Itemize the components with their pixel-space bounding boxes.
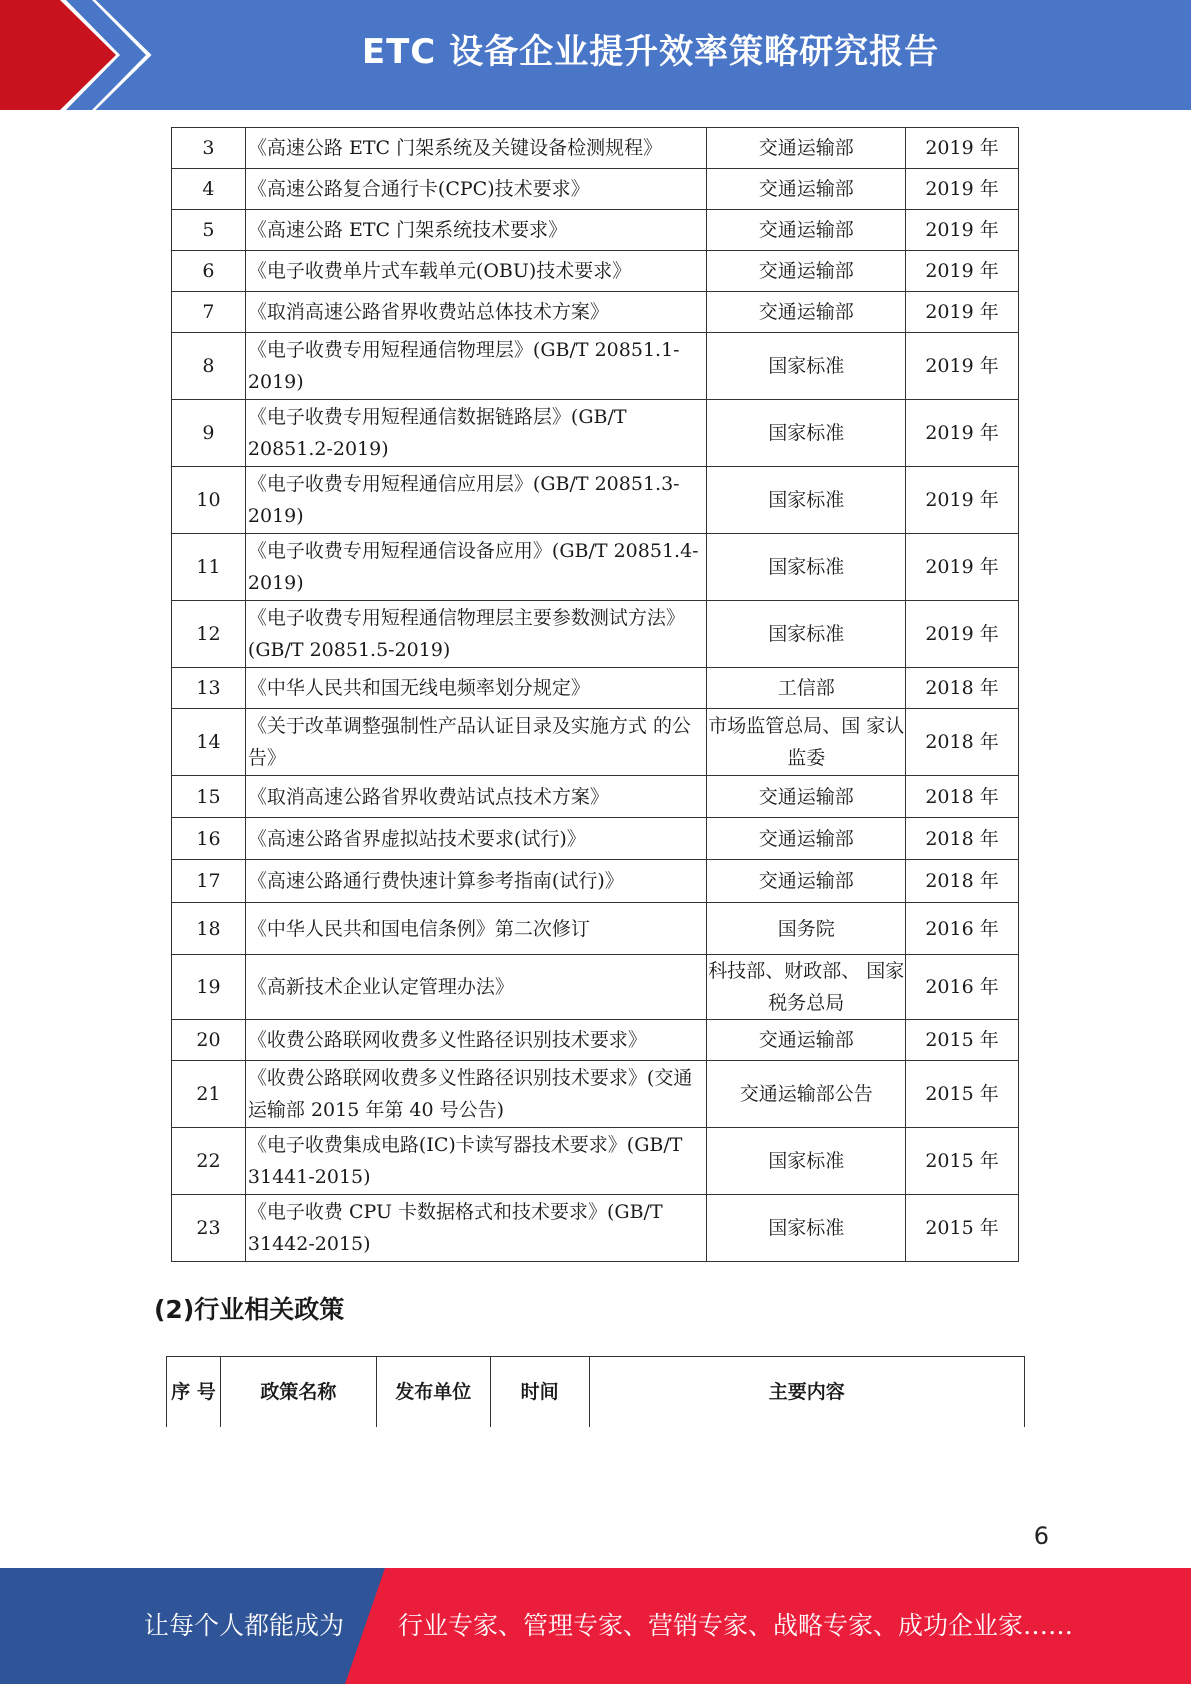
year-cell: 2015 年 bbox=[906, 1020, 1019, 1061]
issuer-cell: 国家标准 bbox=[707, 333, 906, 400]
issuer-cell: 市场监管总局、国 家认监委 bbox=[707, 709, 906, 776]
footer-slogan-left: 让每个人都能成为 bbox=[144, 1611, 345, 1640]
policy-name-cell: 《电子收费专用短程通信应用层》(GB/T 20851.3-2019) bbox=[245, 467, 706, 534]
table-row bbox=[172, 903, 1019, 955]
policy-name-cell: 《高速公路 ETC 门架系统及关键设备检测规程》 bbox=[245, 128, 706, 169]
row-number-cell: 12 bbox=[172, 601, 246, 668]
issuer-cell: 国家标准 bbox=[707, 601, 906, 668]
table-row bbox=[172, 128, 1019, 169]
table-row bbox=[172, 601, 1019, 668]
report-title: ETC 设备企业提升效率策略研究报告 bbox=[361, 32, 940, 72]
policy-name-cell: 《高速公路通行费快速计算参考指南(试行)》 bbox=[245, 860, 706, 903]
row-number-cell: 7 bbox=[172, 292, 246, 333]
issuer-cell: 交通运输部公告 bbox=[707, 1061, 906, 1128]
row-number-cell: 4 bbox=[172, 169, 246, 210]
row-number-cell: 22 bbox=[172, 1128, 246, 1195]
row-number-cell: 16 bbox=[172, 818, 246, 860]
header-cell-issuer: 发布单位 bbox=[376, 1357, 490, 1427]
year-cell: 2019 年 bbox=[906, 467, 1019, 534]
row-number-cell: 13 bbox=[172, 668, 246, 709]
issuer-cell: 交通运输部 bbox=[707, 818, 906, 860]
policy-name-cell: 《电子收费专用短程通信物理层主要参数测试方法》(GB/T 20851.5-2019) bbox=[245, 601, 706, 668]
policy-name-cell: 《高新技术企业认定管理办法》 bbox=[245, 955, 706, 1020]
standards-table bbox=[171, 127, 1019, 1262]
table-row bbox=[172, 860, 1019, 903]
issuer-cell: 交通运输部 bbox=[707, 251, 906, 292]
policy-name-cell: 《高速公路复合通行卡(CPC)技术要求》 bbox=[245, 169, 706, 210]
industry-policy-table bbox=[166, 1356, 1025, 1427]
issuer-cell: 交通运输部 bbox=[707, 1020, 906, 1061]
policy-name-cell: 《高速公路 ETC 门架系统技术要求》 bbox=[245, 210, 706, 251]
policy-name-cell: 《收费公路联网收费多义性路径识别技术要求》 bbox=[245, 1020, 706, 1061]
policy-name-cell: 《电子收费专用短程通信设备应用》(GB/T 20851.4-2019) bbox=[245, 534, 706, 601]
footer-slogan-right: 行业专家、管理专家、营销专家、战略专家、成功企业家…… bbox=[398, 1611, 1074, 1640]
table-row bbox=[172, 1061, 1019, 1128]
year-cell: 2018 年 bbox=[906, 860, 1019, 903]
policy-name-cell: 《高速公路省界虚拟站技术要求(试行)》 bbox=[245, 818, 706, 860]
row-number-cell: 19 bbox=[172, 955, 246, 1020]
row-number-cell: 9 bbox=[172, 400, 246, 467]
section-title: (2)行业相关政策 bbox=[154, 1295, 345, 1324]
table-header-row bbox=[167, 1357, 1025, 1427]
year-cell: 2019 年 bbox=[906, 128, 1019, 169]
issuer-cell: 国家标准 bbox=[707, 1128, 906, 1195]
table-row bbox=[172, 1195, 1019, 1262]
issuer-cell: 交通运输部 bbox=[707, 292, 906, 333]
table-row bbox=[172, 292, 1019, 333]
year-cell: 2018 年 bbox=[906, 668, 1019, 709]
table-row bbox=[172, 709, 1019, 776]
row-number-cell: 10 bbox=[172, 467, 246, 534]
year-cell: 2016 年 bbox=[906, 903, 1019, 955]
policy-name-cell: 《收费公路联网收费多义性路径识别技术要求》(交通运输部 2015 年第 40 号公告) bbox=[245, 1061, 706, 1128]
policy-name-cell: 《取消高速公路省界收费站总体技术方案》 bbox=[245, 292, 706, 333]
issuer-cell: 国务院 bbox=[707, 903, 906, 955]
year-cell: 2019 年 bbox=[906, 169, 1019, 210]
table-row bbox=[172, 333, 1019, 400]
row-number-cell: 17 bbox=[172, 860, 246, 903]
year-cell: 2015 年 bbox=[906, 1061, 1019, 1128]
issuer-cell: 交通运输部 bbox=[707, 776, 906, 818]
row-number-cell: 8 bbox=[172, 333, 246, 400]
row-number-cell: 18 bbox=[172, 903, 246, 955]
year-cell: 2018 年 bbox=[906, 818, 1019, 860]
row-number-cell: 11 bbox=[172, 534, 246, 601]
table-row bbox=[172, 169, 1019, 210]
issuer-cell: 交通运输部 bbox=[707, 210, 906, 251]
policy-name-cell: 《电子收费单片式车载单元(OBU)技术要求》 bbox=[245, 251, 706, 292]
page-number: 6 bbox=[1033, 1522, 1049, 1550]
issuer-cell: 科技部、财政部、 国家税务总局 bbox=[707, 955, 906, 1020]
issuer-cell: 交通运输部 bbox=[707, 128, 906, 169]
row-number-cell: 3 bbox=[172, 128, 246, 169]
header-cell-main-content: 主要内容 bbox=[589, 1357, 1024, 1427]
year-cell: 2019 年 bbox=[906, 210, 1019, 251]
issuer-cell: 国家标准 bbox=[707, 400, 906, 467]
issuer-cell: 交通运输部 bbox=[707, 860, 906, 903]
issuer-cell: 工信部 bbox=[707, 668, 906, 709]
issuer-cell: 国家标准 bbox=[707, 1195, 906, 1262]
year-cell: 2019 年 bbox=[906, 534, 1019, 601]
row-number-cell: 21 bbox=[172, 1061, 246, 1128]
year-cell: 2019 年 bbox=[906, 333, 1019, 400]
table-row bbox=[172, 1020, 1019, 1061]
table-row bbox=[172, 776, 1019, 818]
year-cell: 2019 年 bbox=[906, 400, 1019, 467]
policy-name-cell: 《电子收费 CPU 卡数据格式和技术要求》(GB/T 31442-2015) bbox=[245, 1195, 706, 1262]
header-cell-policy-name: 政策名称 bbox=[220, 1357, 376, 1427]
table-row bbox=[172, 1128, 1019, 1195]
table-row bbox=[172, 400, 1019, 467]
policy-name-cell: 《电子收费专用短程通信数据链路层》(GB/T 20851.2-2019) bbox=[245, 400, 706, 467]
row-number-cell: 14 bbox=[172, 709, 246, 776]
policy-name-cell: 《中华人民共和国电信条例》第二次修订 bbox=[245, 903, 706, 955]
header-cell-time: 时间 bbox=[490, 1357, 589, 1427]
year-cell: 2019 年 bbox=[906, 292, 1019, 333]
table-row bbox=[172, 534, 1019, 601]
year-cell: 2015 年 bbox=[906, 1195, 1019, 1262]
row-number-cell: 5 bbox=[172, 210, 246, 251]
row-number-cell: 15 bbox=[172, 776, 246, 818]
table-row bbox=[172, 251, 1019, 292]
table-row bbox=[172, 955, 1019, 1020]
table-row bbox=[172, 668, 1019, 709]
header-cell-no: 序 号 bbox=[167, 1357, 221, 1427]
header-arrow-decoration bbox=[0, 0, 160, 110]
policy-name-cell: 《电子收费专用短程通信物理层》(GB/T 20851.1-2019) bbox=[245, 333, 706, 400]
policy-name-cell: 《中华人民共和国无线电频率划分规定》 bbox=[245, 668, 706, 709]
year-cell: 2015 年 bbox=[906, 1128, 1019, 1195]
year-cell: 2019 年 bbox=[906, 251, 1019, 292]
table-row bbox=[172, 467, 1019, 534]
issuer-cell: 交通运输部 bbox=[707, 169, 906, 210]
issuer-cell: 国家标准 bbox=[707, 467, 906, 534]
table-row bbox=[172, 210, 1019, 251]
footer-banner bbox=[0, 1568, 1191, 1684]
row-number-cell: 20 bbox=[172, 1020, 246, 1061]
row-number-cell: 6 bbox=[172, 251, 246, 292]
policy-name-cell: 《取消高速公路省界收费站试点技术方案》 bbox=[245, 776, 706, 818]
header-banner bbox=[0, 0, 1191, 110]
year-cell: 2018 年 bbox=[906, 709, 1019, 776]
issuer-cell: 国家标准 bbox=[707, 534, 906, 601]
year-cell: 2016 年 bbox=[906, 955, 1019, 1020]
table-row bbox=[172, 818, 1019, 860]
year-cell: 2018 年 bbox=[906, 776, 1019, 818]
policy-name-cell: 《关于改革调整强制性产品认证目录及实施方式 的公告》 bbox=[245, 709, 706, 776]
year-cell: 2019 年 bbox=[906, 601, 1019, 668]
row-number-cell: 23 bbox=[172, 1195, 246, 1262]
policy-name-cell: 《电子收费集成电路(IC)卡读写器技术要求》(GB/T 31441-2015) bbox=[245, 1128, 706, 1195]
